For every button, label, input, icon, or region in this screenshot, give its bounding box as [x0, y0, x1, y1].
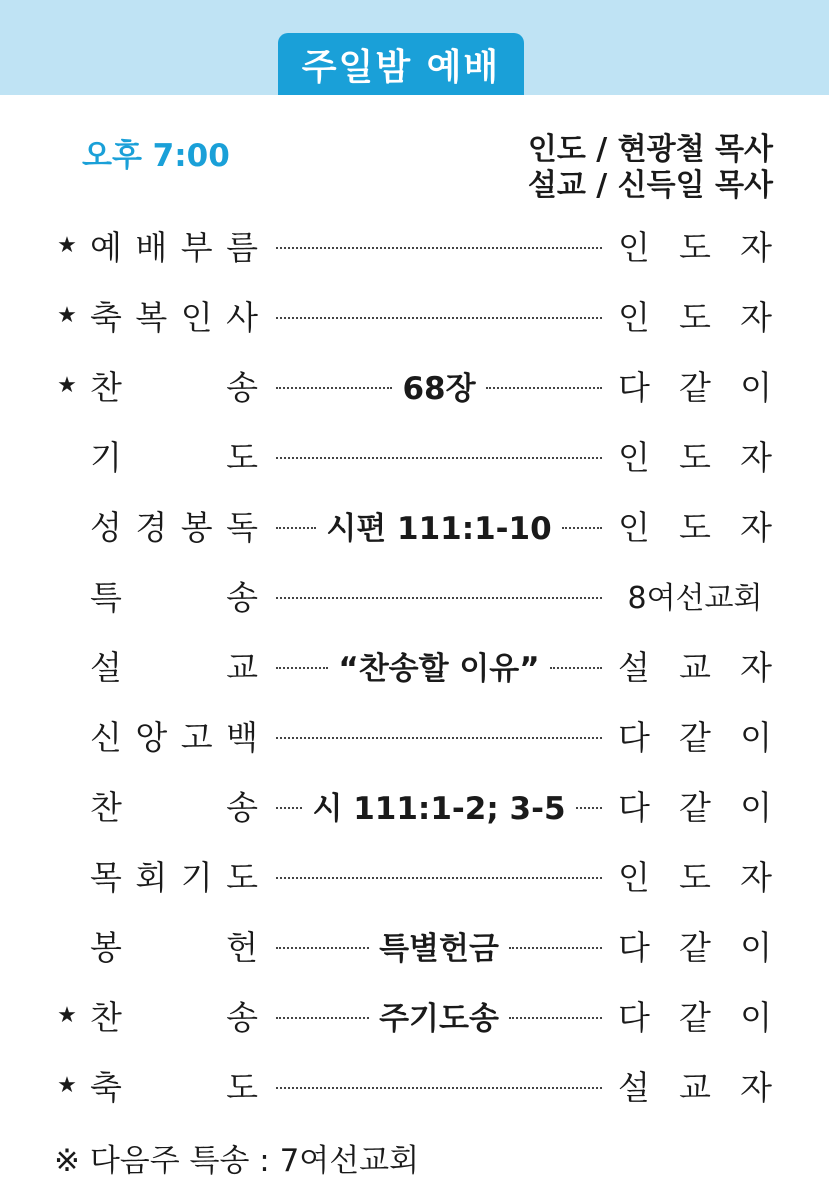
- dot-leader-line: [486, 387, 602, 389]
- item-label-char: 회: [135, 857, 168, 897]
- order-row: [0, 290, 829, 340]
- order-row: [0, 570, 829, 620]
- item-responsible: [618, 502, 772, 549]
- item-detail: 주기도송: [379, 1000, 499, 1037]
- item-label-char: 사: [226, 297, 258, 337]
- item-responsible-part: 도: [679, 437, 711, 477]
- order-row: [0, 850, 829, 900]
- dotted-leader: [276, 640, 602, 690]
- item-label-char: 백: [226, 717, 258, 757]
- dotted-leader: [276, 710, 602, 760]
- standing-star-icon: ★: [57, 372, 77, 398]
- item-responsible-part: 자: [740, 297, 772, 337]
- dotted-leader: [276, 500, 602, 550]
- dot-leader-line: [276, 947, 369, 949]
- item-label: [90, 222, 258, 269]
- item-label-char: 찬: [90, 367, 122, 407]
- item-label-char: 인: [180, 297, 213, 337]
- order-row: [0, 640, 829, 690]
- item-label-char: 성: [90, 507, 122, 547]
- standing-star-icon: ★: [57, 1002, 77, 1028]
- item-responsible-part: 같: [679, 997, 711, 1037]
- dot-leader-line: [276, 807, 302, 809]
- dotted-leader: [276, 570, 602, 620]
- item-label-char: 부: [180, 227, 213, 267]
- standing-star-icon: ★: [57, 232, 77, 258]
- item-label-char: 름: [226, 227, 258, 267]
- dot-leader-line: [276, 457, 602, 459]
- item-label: [90, 292, 258, 339]
- item-responsible-part: 설: [618, 647, 650, 687]
- item-label-char: 송: [226, 367, 258, 407]
- dotted-leader: [276, 220, 602, 270]
- item-label-char: 기: [90, 437, 122, 477]
- service-time: 오후 7:00: [82, 138, 230, 174]
- item-responsible-part: 설: [618, 1067, 650, 1107]
- item-responsible: [618, 222, 772, 269]
- item-label-char: 독: [226, 507, 258, 547]
- item-label: [90, 852, 258, 899]
- item-responsible: [618, 712, 772, 759]
- leaders: [528, 132, 773, 204]
- dot-leader-line: [550, 667, 602, 669]
- item-responsible: [618, 992, 772, 1039]
- item-detail: 특별헌금: [379, 930, 499, 967]
- item-responsible-part: 인: [618, 437, 650, 477]
- item-label-char: 예: [90, 227, 122, 267]
- item-responsible-part: 인: [618, 297, 650, 337]
- dotted-leader: [276, 850, 602, 900]
- dot-leader-line: [276, 667, 328, 669]
- item-label-char: 송: [226, 577, 258, 617]
- item-label-char: 헌: [226, 927, 258, 967]
- order-row: [0, 780, 829, 830]
- dotted-leader: [276, 360, 602, 410]
- item-label: [90, 432, 258, 479]
- item-responsible-part: 자: [740, 437, 772, 477]
- item-responsible: [618, 852, 772, 899]
- item-responsible: [618, 362, 772, 409]
- dot-leader-line: [276, 387, 392, 389]
- order-row: [0, 430, 829, 480]
- item-responsible: [618, 782, 772, 829]
- item-responsible-part: 도: [679, 507, 711, 547]
- item-responsible-part: 다: [618, 717, 650, 757]
- item-label-char: 도: [226, 1067, 258, 1107]
- order-row: [0, 360, 829, 410]
- item-label-char: 배: [135, 227, 168, 267]
- item-label-char: 교: [226, 647, 258, 687]
- service-title: 주일밤 예배: [278, 33, 524, 95]
- dot-leader-line: [276, 317, 602, 319]
- item-label-char: 설: [90, 647, 122, 687]
- item-label-char: 도: [226, 437, 258, 477]
- item-responsible-part: 같: [679, 367, 711, 407]
- item-responsible: [618, 1062, 772, 1109]
- item-responsible-part: 이: [740, 717, 772, 757]
- dotted-leader: [276, 780, 602, 830]
- item-label-char: 송: [226, 997, 258, 1037]
- item-label-char: 기: [180, 857, 213, 897]
- dot-leader-line: [562, 527, 602, 529]
- dot-leader-line: [576, 807, 602, 809]
- item-label-char: 경: [135, 507, 168, 547]
- order-row: [0, 710, 829, 760]
- item-responsible-part: 도: [679, 297, 711, 337]
- item-responsible: [618, 573, 772, 617]
- leader-line: 설교 / 신득일 목사: [527, 168, 773, 203]
- item-detail: 시편 111:1-10: [326, 510, 552, 547]
- item-label: [90, 922, 258, 969]
- item-label: [90, 782, 258, 829]
- dotted-leader: [276, 290, 602, 340]
- item-label: [90, 502, 258, 549]
- item-label: [90, 712, 258, 759]
- dot-leader-line: [276, 1017, 369, 1019]
- item-label-char: 도: [226, 857, 258, 897]
- item-responsible-part: 자: [740, 857, 772, 897]
- item-label-char: 찬: [90, 787, 122, 827]
- item-label-char: 고: [180, 717, 213, 757]
- item-label: [90, 992, 258, 1039]
- item-responsible: [618, 642, 772, 689]
- item-responsible-part: 같: [679, 927, 711, 967]
- item-responsible-part: 자: [740, 1067, 772, 1107]
- item-responsible: [618, 922, 772, 969]
- item-label: [90, 642, 258, 689]
- standing-star-icon: ★: [57, 302, 77, 328]
- item-responsible-part: 다: [618, 997, 650, 1037]
- dot-leader-line: [276, 597, 602, 599]
- item-detail: 68장: [402, 370, 476, 407]
- item-label-char: 축: [90, 1067, 122, 1107]
- dot-leader-line: [509, 1017, 602, 1019]
- item-label: [90, 572, 258, 619]
- item-label: [90, 1062, 258, 1109]
- dot-leader-line: [276, 247, 602, 249]
- dotted-leader: [276, 990, 602, 1040]
- item-responsible-part: 같: [679, 717, 711, 757]
- order-row: [0, 500, 829, 550]
- dotted-leader: [276, 920, 602, 970]
- item-label-char: 봉: [90, 927, 122, 967]
- item-responsible-part: 다: [618, 787, 650, 827]
- item-responsible: [618, 292, 772, 339]
- item-responsible-part: 다: [618, 927, 650, 967]
- order-row: [0, 220, 829, 270]
- item-responsible-part: 자: [740, 227, 772, 267]
- footer-note: ※ 다음주 특송 : 7여선교회: [54, 1143, 420, 1179]
- item-responsible-part: 자: [740, 507, 772, 547]
- dot-leader-line: [276, 1087, 602, 1089]
- item-responsible-part: 이: [740, 927, 772, 967]
- item-responsible-part: 이: [740, 367, 772, 407]
- dot-leader-line: [509, 947, 602, 949]
- item-responsible-part: 도: [679, 857, 711, 897]
- order-row: [0, 920, 829, 970]
- dotted-leader: [276, 430, 602, 480]
- item-label-char: 찬: [90, 997, 122, 1037]
- item-responsible-part: 도: [679, 227, 711, 267]
- item-label-char: 송: [226, 787, 258, 827]
- order-row: [0, 1060, 829, 1110]
- item-responsible-part: 인: [618, 507, 650, 547]
- item-label-char: 앙: [135, 717, 168, 757]
- dot-leader-line: [276, 527, 316, 529]
- leader-line: 인도 / 현광철 목사: [527, 132, 773, 167]
- dotted-leader: [276, 1060, 602, 1110]
- item-responsible: [618, 432, 772, 479]
- item-detail: 시 111:1-2; 3-5: [312, 790, 566, 827]
- item-responsible-part: 인: [618, 857, 650, 897]
- item-label-char: 봉: [180, 507, 213, 547]
- item-responsible-part: 다: [618, 367, 650, 407]
- item-responsible-part: 인: [618, 227, 650, 267]
- item-responsible-part: 자: [740, 647, 772, 687]
- item-responsible-part: 8여선교회: [627, 581, 763, 616]
- item-label-char: 신: [90, 717, 122, 757]
- standing-star-icon: ★: [57, 1072, 77, 1098]
- item-responsible-part: 교: [679, 1067, 711, 1107]
- item-responsible-part: 이: [740, 997, 772, 1037]
- item-label-char: 목: [90, 857, 122, 897]
- item-responsible-part: 교: [679, 647, 711, 687]
- item-label: [90, 362, 258, 409]
- item-detail: “찬송할 이유”: [338, 650, 540, 687]
- item-responsible-part: 같: [679, 787, 711, 827]
- dot-leader-line: [276, 877, 602, 879]
- item-label-char: 축: [90, 297, 122, 337]
- dot-leader-line: [276, 737, 602, 739]
- order-row: [0, 990, 829, 1040]
- item-label-char: 특: [90, 577, 122, 617]
- item-label-char: 복: [135, 297, 168, 337]
- item-responsible-part: 이: [740, 787, 772, 827]
